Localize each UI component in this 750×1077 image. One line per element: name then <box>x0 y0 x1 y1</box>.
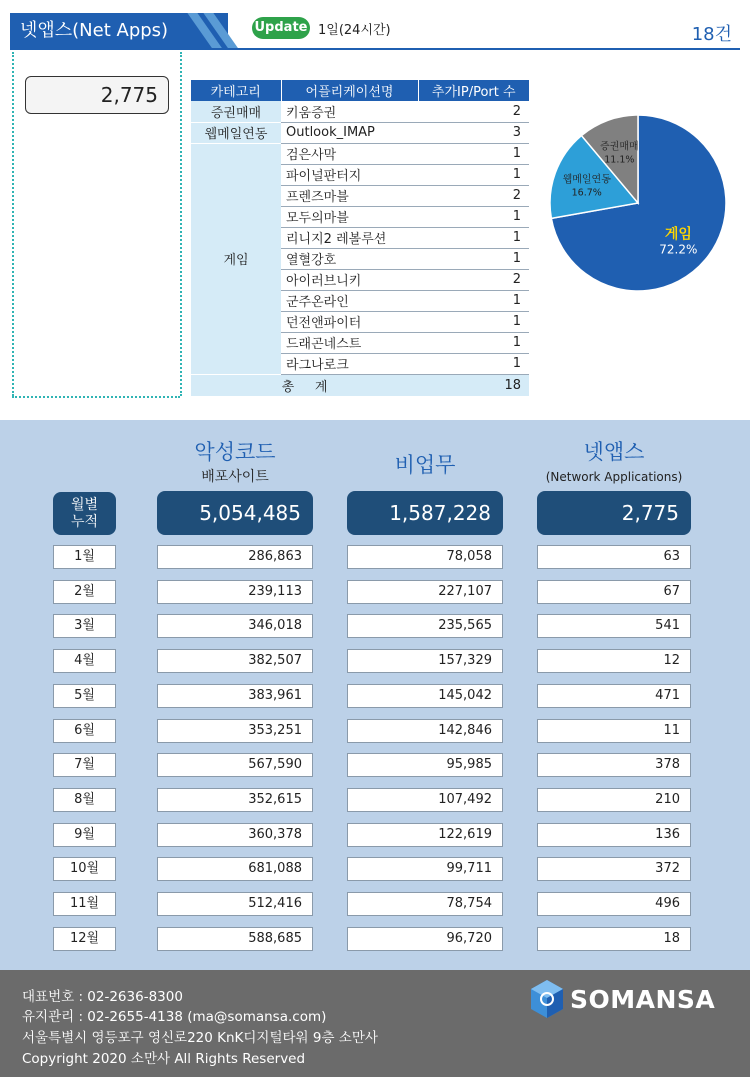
month-value-cell: 145,042 <box>347 684 503 708</box>
col-header-category: 카테고리 <box>191 80 281 101</box>
footer-address: 서울특별시 영등포구 영신로220 KnK디지털타워 9층 소만사 <box>22 1030 378 1046</box>
report-header <box>0 0 750 60</box>
month-value-cell: 210 <box>537 788 691 812</box>
table-total-row <box>191 374 529 396</box>
footer-support: 유지관리 : 02-2655-4138 (ma@somansa.com) <box>22 1009 327 1025</box>
month-value-cell: 512,416 <box>157 892 313 916</box>
month-label: 12월 <box>53 927 116 951</box>
app-count-cell: 1 <box>418 143 529 164</box>
app-name-cell: 드래곤네스트 <box>281 332 418 353</box>
table-row <box>191 143 529 164</box>
dotted-border <box>180 52 182 396</box>
pie-slice-percent: 72.2% <box>659 242 698 257</box>
summary-count-box: 2,775 <box>25 76 169 114</box>
category-cell: 증권매매 <box>191 101 281 122</box>
app-name-cell: 키움증권 <box>281 101 418 122</box>
pie-slice-label: 게임 <box>664 226 692 243</box>
month-value-cell: 96,720 <box>347 927 503 951</box>
month-label: 6월 <box>53 719 116 743</box>
month-value-cell: 142,846 <box>347 719 503 743</box>
month-value-cell: 286,863 <box>157 545 313 569</box>
month-value-cell: 239,113 <box>157 580 313 604</box>
app-name-cell: 모두의마블 <box>281 206 418 227</box>
app-name-cell: 검은사막 <box>281 143 418 164</box>
total-count: 18건 <box>691 24 732 45</box>
col-subtitle-malware: 배포사이트 <box>201 469 269 485</box>
app-name-cell: 리니지2 레볼루션 <box>281 227 418 248</box>
app-count-cell: 1 <box>418 248 529 269</box>
month-value-cell: 78,754 <box>347 892 503 916</box>
month-value-cell: 99,711 <box>347 857 503 881</box>
app-count-cell: 1 <box>418 311 529 332</box>
pie-slice-percent: 16.7% <box>571 187 602 199</box>
app-count-cell: 1 <box>418 332 529 353</box>
cumulative-label-2: 누적 <box>70 514 99 530</box>
month-value-cell: 360,378 <box>157 823 313 847</box>
month-value-cell: 372 <box>537 857 691 881</box>
col-title-netapps: 넷앱스 <box>583 440 645 464</box>
total-malware: 5,054,485 <box>157 491 313 535</box>
month-label: 4월 <box>53 649 116 673</box>
month-value-cell: 235,565 <box>347 614 503 638</box>
month-value-cell: 382,507 <box>157 649 313 673</box>
total-value: 18 <box>418 374 529 396</box>
month-value-cell: 496 <box>537 892 691 916</box>
footer-copyright: Copyright 2020 소만사 All Rights Reserved <box>22 1051 306 1067</box>
month-label: 9월 <box>53 823 116 847</box>
month-value-cell: 122,619 <box>347 823 503 847</box>
somansa-logo <box>528 978 740 1022</box>
app-count-cell: 1 <box>418 164 529 185</box>
col-header-app: 어플리케이션명 <box>281 80 418 101</box>
app-name-cell: Outlook_IMAP <box>281 122 418 143</box>
month-label: 7월 <box>53 753 116 777</box>
col-subtitle-netapps: (Network Applications) <box>545 470 683 484</box>
month-value-cell: 378 <box>537 753 691 777</box>
month-label: 3월 <box>53 614 116 638</box>
month-value-cell: 11 <box>537 719 691 743</box>
table-row <box>191 101 529 122</box>
pie-slice-label: 증권매매 <box>600 141 639 153</box>
app-count-cell: 1 <box>418 290 529 311</box>
app-name-cell: 라그나로크 <box>281 353 418 374</box>
app-name-cell: 프렌즈마블 <box>281 185 418 206</box>
col-title-malware: 악성코드 <box>194 440 276 464</box>
month-value-cell: 18 <box>537 927 691 951</box>
app-name-cell: 군주온라인 <box>281 290 418 311</box>
month-value-cell: 12 <box>537 649 691 673</box>
category-cell: 게임 <box>191 143 281 374</box>
footer-phone: 대표번호 : 02-2636-8300 <box>22 989 183 1005</box>
month-value-cell: 136 <box>537 823 691 847</box>
section-title: 넷앱스(Net Apps) <box>10 13 228 49</box>
category-pie-chart <box>548 113 728 293</box>
month-label: 8월 <box>53 788 116 812</box>
total-label: 총 계 <box>191 374 418 396</box>
app-count-cell: 2 <box>418 269 529 290</box>
dotted-border <box>12 52 14 396</box>
month-value-cell: 95,985 <box>347 753 503 777</box>
month-value-cell: 567,590 <box>157 753 313 777</box>
app-name-cell: 던전앤파이터 <box>281 311 418 332</box>
footer <box>0 970 750 1077</box>
month-value-cell: 383,961 <box>157 684 313 708</box>
month-value-cell: 681,088 <box>157 857 313 881</box>
month-value-cell: 346,018 <box>157 614 313 638</box>
cube-logo-icon <box>528 978 566 1020</box>
month-value-cell: 107,492 <box>347 788 503 812</box>
month-value-cell: 67 <box>537 580 691 604</box>
pie-slice-percent: 11.1% <box>604 154 635 166</box>
month-label: 10월 <box>53 857 116 881</box>
col-title-nonbusiness: 비업무 <box>394 453 456 477</box>
cumulative-badge <box>53 492 116 535</box>
month-value-cell: 471 <box>537 684 691 708</box>
month-label: 5월 <box>53 684 116 708</box>
app-name-cell: 파이널판터지 <box>281 164 418 185</box>
cumulative-label-1: 월별 <box>70 497 99 513</box>
table-header-row <box>191 80 529 101</box>
month-label: 11월 <box>53 892 116 916</box>
app-count-cell: 1 <box>418 353 529 374</box>
pie-slice-label: 웹메일연동 <box>562 174 611 186</box>
month-value-cell: 541 <box>537 614 691 638</box>
app-count-cell: 1 <box>418 206 529 227</box>
month-value-cell: 78,058 <box>347 545 503 569</box>
app-count-cell: 2 <box>418 185 529 206</box>
apps-table <box>191 80 529 396</box>
pie-svg <box>548 113 728 293</box>
header-divider <box>10 48 740 50</box>
col-header-count: 추가IP/Port 수 <box>418 80 529 101</box>
total-netapps: 2,775 <box>537 491 691 535</box>
month-value-cell: 63 <box>537 545 691 569</box>
app-name-cell: 아이러브니키 <box>281 269 418 290</box>
month-value-cell: 352,615 <box>157 788 313 812</box>
table-row <box>191 122 529 143</box>
category-cell: 웹메일연동 <box>191 122 281 143</box>
month-value-cell: 157,329 <box>347 649 503 673</box>
dotted-border <box>12 396 180 398</box>
app-name-cell: 열혈강호 <box>281 248 418 269</box>
update-period: 1일(24시간) <box>318 23 391 38</box>
month-label: 1월 <box>53 545 116 569</box>
logo-text: SOMANSA <box>570 985 716 1014</box>
app-count-cell: 1 <box>418 227 529 248</box>
app-count-cell: 3 <box>418 122 529 143</box>
month-value-cell: 353,251 <box>157 719 313 743</box>
app-count-cell: 2 <box>418 101 529 122</box>
month-label: 2월 <box>53 580 116 604</box>
month-value-cell: 227,107 <box>347 580 503 604</box>
month-value-cell: 588,685 <box>157 927 313 951</box>
update-badge: Update <box>252 17 310 39</box>
total-nonbusiness: 1,587,228 <box>347 491 503 535</box>
